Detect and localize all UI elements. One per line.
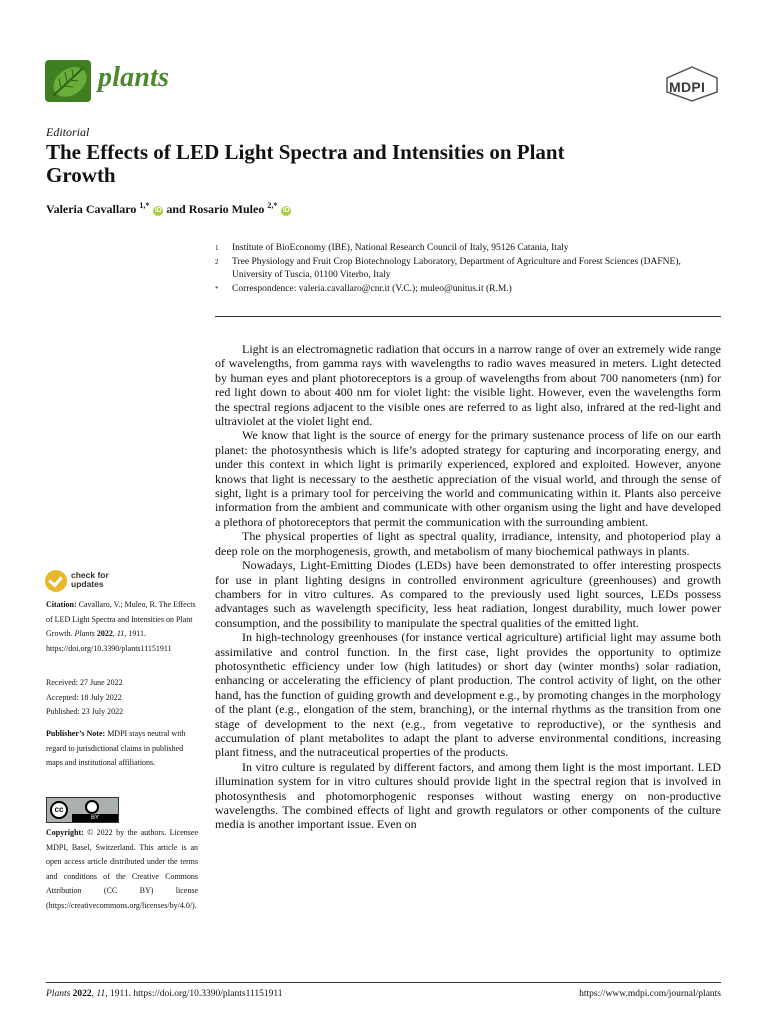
affiliation-item — [215, 256, 720, 283]
cc-by-label: BY — [72, 814, 118, 822]
body-paragraph: We know that light is the source of energy for the primary sustenance process of life on our earth planet: the photosynthesis which is life’s adopted strategy for capturing and incorporating energy, and under this context in which light is primarily experienced, explored and exploited. However, anyone knows that light is necessary to the aesthetic appreciation of the visual world, and through the sense of sight, light is a primary tool for perceiving the world and communicating within it. Plants also perceive information from the ambient and communicate with other organism using the light and have developed a plethora of photoreceptors that permit the communication with the surrounding ambient. — [215, 428, 721, 529]
footer-citation: Plants 2022, 11, 1911. https://doi.org/10.3390/plants11151911 — [46, 989, 283, 999]
body-paragraph: In vitro culture is regulated by different factors, and among them light is the most important. LED illumination system for in vitro cultures should provide light in the spectral region that is involved in photosynthesis and photomorphogenic responses without wasting energy on non-productive wavelengths. The combined effects of light and growth regulators or other components of the culture media is another important issue. Even on — [215, 759, 721, 832]
check-updates-label: check for updates — [71, 570, 109, 589]
citation-doi[interactable]: , 1911. https://doi.org/10.3390/plants11151911 — [46, 629, 172, 653]
plants-leaf-logo-icon — [45, 60, 91, 102]
creative-commons-icon: cc — [50, 801, 68, 819]
footer-volume: 11 — [96, 989, 106, 999]
footer-doi-link[interactable]: , 1911. https://doi.org/10.3390/plants11151911 — [105, 989, 283, 999]
affiliation-text: Tree Physiology and Fruit Crop Biotechnology Laboratory, Department of Agriculture and Forest Sciences (DAFNE), University of Tuscia, 01100 Viterbo, Italy — [232, 256, 681, 280]
check-updates-icon — [45, 570, 67, 592]
affiliation-number: * — [215, 284, 219, 293]
orcid-icon[interactable]: iD — [154, 207, 162, 214]
correspondence-text[interactable]: Correspondence: valeria.cavallaro@cnr.it (V.C.); muleo@unitus.it (R.M.) — [232, 283, 512, 294]
author-conjunction: and — [166, 202, 186, 216]
citation-text: Cavallaro, V.; Muleo, R. The Effects of LED Light Spectra and Intensities on Plant Growth. — [46, 600, 196, 638]
dates-block — [46, 676, 198, 720]
header-divider — [215, 316, 721, 317]
publisher-note — [46, 727, 198, 771]
journal-name: plants — [98, 62, 170, 93]
copyright-text: © 2022 by the authors. Licensee MDPI, Basel, Switzerland. This article is an open access article distributed under the terms and conditions of the Creative Commons Attribution (CC BY) license (https://creativecommons.org/licenses/by/4.0/). — [46, 828, 199, 910]
accepted-date: Accepted: 18 July 2022 — [46, 692, 122, 702]
footer-year: 2022 — [72, 989, 92, 999]
publisher-note-label: Publisher’s Note: — [46, 729, 106, 738]
affiliation-number: 1 — [215, 244, 219, 252]
copyright-block — [46, 826, 198, 913]
article-body — [215, 342, 721, 832]
publisher-note-text: MDPI stays neutral with regard to jurisdictional claims in published maps and institutional affiliations. — [46, 729, 186, 767]
citation-journal: Plants — [74, 629, 95, 638]
author-name[interactable]: Valeria Cavallaro — [46, 202, 137, 216]
published-date: Published: 23 July 2022 — [46, 707, 124, 716]
article-title: The Effects of LED Light Spectra and Intensities on Plant Growth — [46, 140, 565, 187]
body-paragraph: Nowadays, Light-Emitting Diodes (LEDs) have been demonstrated to offer interesting prospects for use in plant lighting designs in controlled environment agriculture (greenhouses) and growth chambers for in vitro cultures. As compared to the previously used light sources, LEDs possess advantages such as wavelength specificity, less heat radiation, longest durability, much lower power consumption, and the possibility to manipulate the spectral qualities of the emitted light. — [215, 558, 721, 630]
article-type: Editorial — [46, 125, 90, 139]
author-name[interactable]: Rosario Muleo — [188, 202, 265, 216]
affiliation-item — [215, 242, 720, 256]
citation-block: Citation: Cavallaro, V.; Muleo, R. The Effects of LED Light Spectra and Intensities on Plant Growth. Plants 2022, 11, 1911. https://doi.org/10.3390/plants11151911 — [46, 600, 196, 653]
footer-divider — [46, 982, 721, 983]
publisher-name: MDPI — [669, 79, 706, 95]
author-list — [46, 201, 291, 217]
author-affiliation-sup: 1,* — [139, 201, 150, 210]
body-paragraph: The physical properties of light as spectral quality, irradiance, intensity, and photoperiod play a deep role on the morphogenesis, growth, and metabolism of many biochemical pathways in plants. — [215, 529, 721, 558]
citation-label: Citation: — [46, 600, 77, 609]
attribution-person-icon — [85, 800, 99, 814]
author-affiliation-sup: 2,* — [267, 201, 278, 210]
footer-journal: Plants — [46, 989, 71, 999]
copyright-label: Copyright: — [46, 828, 84, 837]
citation-volume: 11 — [116, 629, 125, 638]
received-date: Received: 27 June 2022 — [46, 678, 123, 687]
cc-license-badge[interactable] — [46, 797, 119, 823]
check-for-updates-button[interactable] — [45, 570, 125, 594]
footer-journal-url[interactable]: https://www.mdpi.com/journal/plants — [579, 989, 721, 999]
body-paragraph: In high-technology greenhouses (for instance vertical agriculture) artificial light may assume both assimilative and control function. In the first case, light provides the opportunity to optimize photosynthetic efficiency under low (high latitudes) or short day (winter months) solar radiation, enhancing or accelerating the efficiency of plant production. The control activity of light, on the other hand, has the function of guiding growth and development e.g., by promoting changes in the morphology of the plant (e.g., elongation of the stem, branching), or the internal rhythms as the transition from one stage of development to the next (e.g., from vegetative to reproductive), or the synthesis and accumulation of plant metabolites to adapt the plant to adverse environmental conditions, increasing plant fitness, and the nutraceutical properties of the products. — [215, 630, 721, 760]
affiliation-number: 2 — [215, 257, 219, 266]
correspondence — [215, 283, 720, 297]
orcid-icon[interactable]: iD — [282, 207, 290, 214]
affiliations — [215, 242, 720, 296]
citation-year: 2022 — [96, 629, 113, 638]
body-paragraph: Light is an electromagnetic radiation that occurs in a narrow range of over an extremely wide range of wavelengths, from gamma rays with wavelengths to radio waves measured in meters. Light detected by human eyes and plant photoreceptors is a group of wavelengths from about 700 nanometers (nm) for red light down to about 400 nm for violet light: the visible light. However, even the wavelengths form the spectral regions adjacent to the visible ones are referred to as light also, infrared at the red-light and ultraviolet at the violet light end. — [215, 342, 721, 429]
affiliation-text: Institute of BioEconomy (IBE), National Research Council of Italy, 95126 Catania, Italy — [232, 243, 569, 253]
